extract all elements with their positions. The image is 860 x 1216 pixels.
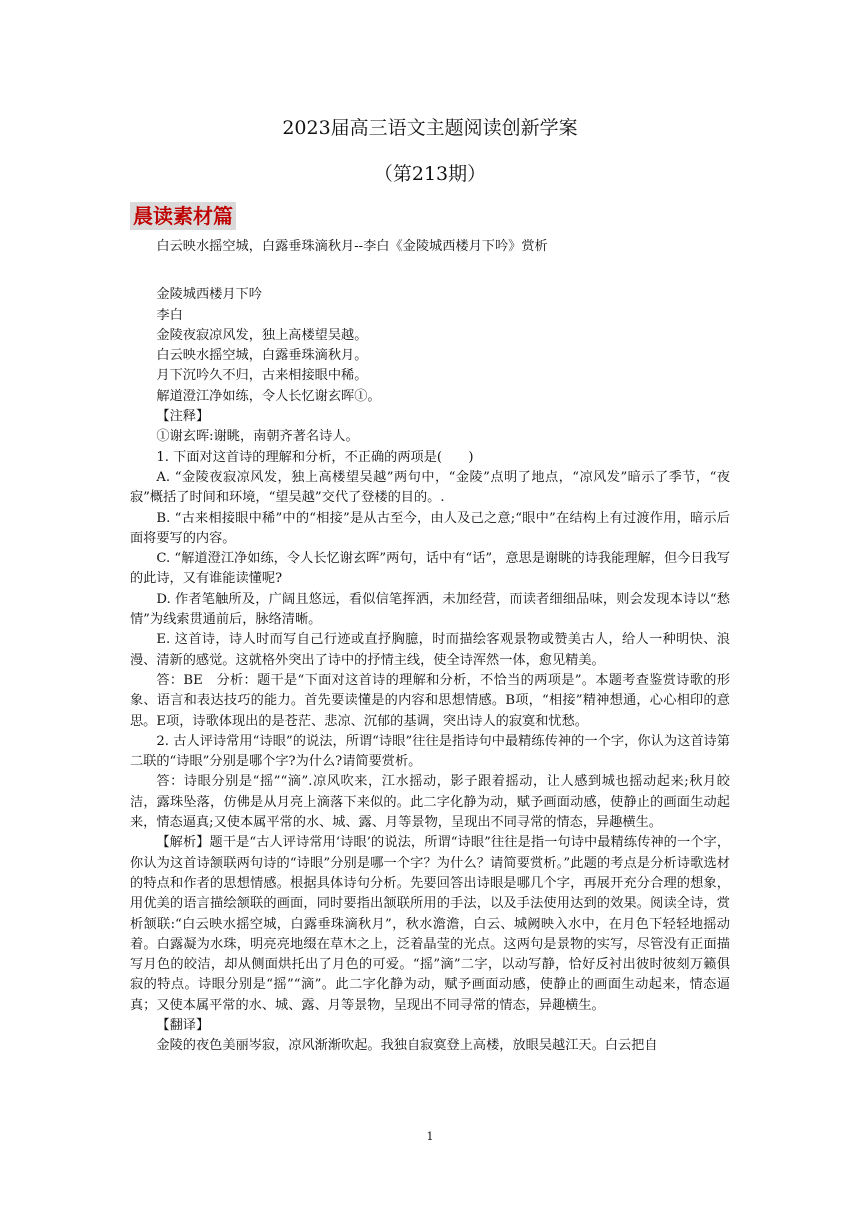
poem-line: 金陵夜寂凉风发，独上高楼望吴越。	[156, 327, 368, 343]
page-number: 1	[426, 1130, 434, 1143]
section-label: 晨读素材篇	[130, 202, 236, 230]
article-body	[130, 237, 730, 1057]
question-1-answer: 答：BE 分析：题干是“下面对这首诗的理解和分析，不恰当的两项是”。本题考查鉴赏诗歌的形象、语言和表达技巧的能力。首先要读懂是的内容和思想情感。B项，“相接”精神想通，心心相印的意思。E项，诗歌体现出的是苍茫、悲凉、沉郁的基调，突出诗人的寂寞和忧愁。	[130, 672, 730, 729]
poem-line: 月下沉吟久不归，古来相接眼中稀。	[156, 368, 368, 384]
question-1-stem: 1. 下面对这首诗的理解和分析，不正确的两项是( )	[156, 449, 474, 465]
question-2-analysis	[130, 833, 730, 1016]
translation-text: 金陵的夜色美丽岑寂，凉风渐渐吹起。我独自寂寞登上高楼，放眼吴越江天。白云把自	[156, 1038, 658, 1054]
question-1-option-c: C. “解道澄江净如练，令人长忆谢玄晖”两句，话中有“话”，意思是谢眺的诗我能理解，但今日我写的此诗，又有谁能读懂呢?	[130, 551, 730, 587]
issue-number: （第213期）	[373, 163, 487, 185]
blank-line	[130, 277, 730, 285]
translation-label: 【翻译】	[156, 1017, 210, 1033]
question-2-answer: 答：诗眼分别是“摇”“滴”.凉风吹来，江水摇动，影子跟着摇动，让人感到城也摇动起来;秋月皎洁，露珠坠落，仿佛是从月亮上滴落下来似的。此二字化静为动，赋予画面动感，使静止的画面生动起来，情态逼真;又使本属平常的水、城、露、月等景物，呈现出不同寻常的情态，异趣横生。	[130, 774, 730, 831]
page-title: 2023届高三语文主题阅读创新学案	[282, 117, 578, 139]
article-heading: 白云映水摇空城，白露垂珠滴秋月--李白《金陵城西楼月下吟》赏析	[156, 239, 548, 254]
poem-title: 金陵城西楼月下吟	[156, 287, 262, 303]
question-1-option-a: A. “金陵夜寂凉风发，独上高楼望吴越”两句中，“金陵”点明了地点，“凉风发”暗示了季节，“夜寂”概括了时间和环境，“望吴越”交代了登楼的目的。.	[130, 469, 730, 506]
note-label: 【注释】	[156, 409, 210, 425]
note-text: ①谢玄晖:谢眺，南朝齐著名诗人。	[156, 429, 359, 445]
question-1-option-e: E. 这首诗，诗人时而写自己行迹或直抒胸臆，时而描绘客观景物或赞美古人，给人一种明快、浪漫、清新的感觉。这就格外突出了诗中的抒情主线，使全诗浑然一体，愈见精美。	[130, 632, 730, 668]
question-1-option-b: B. “古来相接眼中稀”中的“相接”是从古至今，由人及己之意;“眼中”在结构上有过渡作用，暗示后面将要写的内容。	[130, 510, 730, 546]
poem-author: 李白	[156, 307, 183, 323]
analysis-text: 题干是“古人评诗常用‘诗眼’的说法，所谓“诗眼”往往是指一句诗中最精练传神的一个字，你认为这首诗颔联两句诗的“诗眼”分别是哪一个字？为什么？请简要赏析。”此题的考点是分析诗歌选材的特点和作者的思想情感。根据具体诗句分析。先要回答出诗眼是哪几个字，再展开充分合理的想象，用优美的语言描绘颔联的画面，同时要指出颔联所用的手法，以及手法使用达到的效果。阅读全诗，赏析颔联:“白云映水摇空城，白露垂珠滴秋月”，秋水澹澹，白云、城阙映入水中，在月色下轻轻地摇动着。白露凝为水珠，明亮亮地缀在草木之上，泛着晶莹的光点。这两句是景物的实写，尽管没有正面描写月色的皎洁，却从侧面烘托出了月色的可爱。“摇”滴”二字，以动写静，恰好反衬出彼时彼刻万籁俱寂的特点。诗眼分别是“摇”“滴”。此二字化静为动，赋予画面动感，使静止的画面生动起来，情态逼真；又使本属平常的水、城、露、月等景物，呈现出不同寻常的情态，异趣横生。	[130, 835, 731, 1013]
question-1-option-d: D. 作者笔触所及，广阔且悠远，看似信笔挥洒，未加经营，而读者细细品味，则会发现本诗以“愁情”为线索贯通前后，脉络清晰。	[130, 591, 730, 628]
blank-line	[130, 257, 730, 277]
question-2-stem: 2. 古人评诗常用“诗眼”的说法，所谓“诗眼”往往是指诗句中最精练传神的一个字，你认为这首诗第二联的“诗眼”分别是哪个字?为什么?请简要赏析。	[130, 733, 730, 770]
poem-line: 白云映水摇空城，白露垂珠滴秋月。	[156, 348, 368, 364]
analysis-label: 【解析】	[156, 835, 210, 851]
poem-line: 解道澄江净如练，令人长忆谢玄晖①。	[156, 388, 381, 404]
